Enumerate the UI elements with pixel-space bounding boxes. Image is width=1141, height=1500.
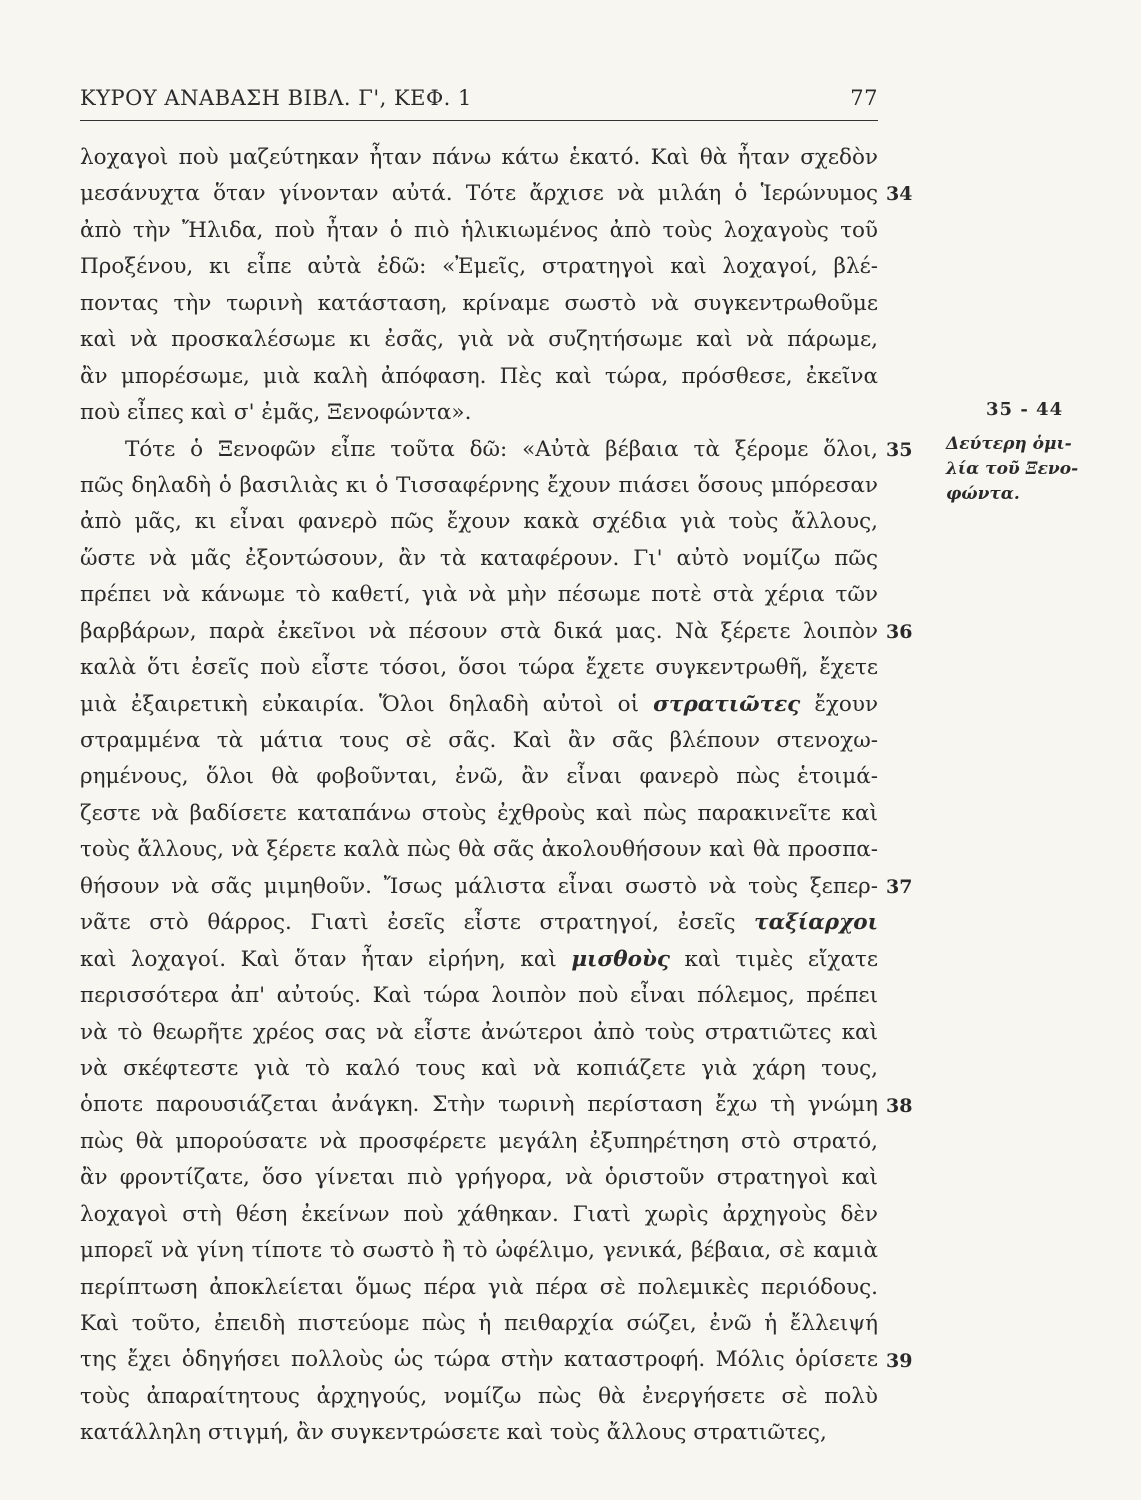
text-line: ἂν φροντίζατε, ὅσο γίνεται πιὸ γρήγορα, νὰ ὁριστοῦν στρατηγοὶ καὶ [80,1165,878,1191]
text-line: ρημένους, ὅλοι θὰ φοβοῦνται, ἐνῶ, ἂν εἶναι φανερὸ πὼς ἑτοιμά- [80,764,878,790]
section-number: 37 [886,876,913,898]
chapter-title: ΚΥΡΟΥ ΑΝΑΒΑΣΗ ΒΙΒΛ. Γ', ΚΕΦ. 1 [80,86,472,110]
section-number: 39 [886,1349,913,1372]
text-line: καὶ λοχαγοί. Καὶ ὅταν ἦταν εἰρήνη, καὶ μισθοὺς καὶ τιμὲς εἴχατε [80,946,878,972]
margin-note-line: λία τοῦ Ξενο- [946,459,1079,479]
text-line: κατάλληλη στιγμή, ἂν συγκεντρώσετε καὶ τοὺς ἄλλους στρατιῶτες, [80,1420,827,1446]
text-line: καὶ νὰ προσκαλέσωμε κι ἐσᾶς, γιὰ νὰ συζητήσωμε καὶ νὰ πάρωμε, [80,327,878,353]
text-line: πῶς δηλαδὴ ὁ βασιλιὰς κι ὁ Τισσαφέρνης ἔχουν πιάσει ὅσους μπόρεσαν [80,472,878,498]
text-line: μεσάνυχτα ὅταν γίνονταν αὐτά. Τότε ἄρχισε νὰ μιλάη ὁ Ἱερώνυμος [80,181,878,207]
text-line: Προξένου, κι εἶπε αὐτὰ ἐδῶ: «Ἐμεῖς, στρατηγοὶ καὶ λοχαγοί, βλέ- [80,254,878,280]
page-number: 77 [850,86,878,110]
text-line: της ἔχει ὁδηγήσει πολλοὺς ὡς τώρα στὴν καταστροφή. Μόλις ὁρίσετε [80,1347,878,1373]
margin-note [946,432,1086,507]
text-line: περίπτωση ἀποκλείεται ὅμως πέρα γιὰ πέρα σὲ πολεμικὲς περιόδους. [80,1274,878,1300]
text-line: μπορεῖ νὰ γίνη τίποτε τὸ σωστὸ ἢ τὸ ὠφέλιμο, γενικά, βέβαια, σὲ καμιὰ [80,1238,878,1264]
text-line: ἀπὸ τὴν Ἤλιδα, ποὺ ἦταν ὁ πιὸ ἡλικιωμένος ἀπὸ τοὺς λοχαγοὺς τοῦ [80,217,878,243]
running-head [80,86,878,110]
text-line: ποὺ εἶπες καὶ σ' ἐμᾶς, Ξενοφώντα». [80,400,472,426]
section-number: 38 [886,1094,913,1117]
text-line: νὰ τὸ θεωρῆτε χρέος σας νὰ εἶστε ἀνώτεροι ἀπὸ τοὺς στρατιῶτες καὶ [80,1019,878,1045]
section-number: 35 [886,438,913,461]
text-line: βαρβάρων, παρὰ ἐκεῖνοι νὰ πέσουν στὰ δικά μας. Νὰ ξέρετε λοιπὸν [80,618,878,644]
section-number: 36 [886,620,913,643]
text-line: λοχαγοὶ ποὺ μαζεύτηκαν ἦταν πάνω κάτω ἑκατό. Καὶ θὰ ἦταν σχεδὸν [80,145,878,170]
text-line: τοὺς ἄλλους, νὰ ξέρετε καλὰ πὼς θὰ σᾶς ἀκολουθήσουν καὶ θὰ προσπα- [80,837,878,863]
text-line: στραμμένα τὰ μάτια τους σὲ σᾶς. Καὶ ἂν σᾶς βλέπουν στενοχω- [80,728,878,753]
text-line: νὰ σκέφτεστε γιὰ τὸ καλό τους καὶ νὰ κοπιάζετε γιὰ χάρη τους, [80,1055,878,1081]
margin-note-line: Δεύτερη ὁμι- [946,434,1072,454]
text-line: ὁποτε παρουσιάζεται ἀνάγκη. Στὴν τωρινὴ περίσταση ἔχω τὴ γνώμη [80,1092,878,1118]
text-line: ποντας τὴν τωρινὴ κατάσταση, κρίναμε σωστὸ νὰ συγκεντρωθοῦμε [80,290,878,316]
text-line: περισσότερα ἀπ' αὐτούς. Καὶ τώρα λοιπὸν ποὺ εἶναι πόλεμος, πρέπει [80,983,878,1009]
text-line: ὥστε νὰ μᾶς ἐξοντώσουν, ἂν τὰ καταφέρουν. Γι' αὐτὸ νομίζω πῶς [80,545,878,571]
text-line: ζεστε νὰ βαδίσετε καταπάνω στοὺς ἐχθροὺς καὶ πὼς παρακινεῖτε καὶ [80,800,878,826]
body-text [80,140,878,1452]
header-rule [80,120,878,121]
text-line: λοχαγοὶ στὴ θέση ἐκείνων ποὺ χάθηκαν. Γιατὶ χωρὶς ἀρχηγοὺς δὲν [80,1201,878,1227]
margin-note-line: φώντα. [946,484,1020,504]
margin-section-range: 35 - 44 [986,399,1064,420]
text-line: πρέπει νὰ κάνωμε τὸ καθετί, γιὰ νὰ μὴν πέσωμε ποτὲ στὰ χέρια τῶν [80,582,878,608]
text-line: θήσουν νὰ σᾶς μιμηθοῦν. Ἴσως μάλιστα εἶναι σωστὸ νὰ τοὺς ξεπερ- [80,873,878,899]
text-line: ἂν μπορέσωμε, μιὰ καλὴ ἀπόφαση. Πὲς καὶ τώρα, πρόσθεσε, ἐκεῖνα [80,363,878,389]
text-line: νᾶτε στὸ θάρρος. Γιατὶ ἐσεῖς εἶστε στρατηγοί, ἐσεῖς ταξίαρχοι [80,910,878,936]
section-number: 34 [886,183,913,206]
text-line: μιὰ ἐξαιρετικὴ εὐκαιρία. Ὅλοι δηλαδὴ αὐτοὶ οἱ στρατιῶτες ἔχουν [80,691,878,717]
text-line: Καὶ τοῦτο, ἐπειδὴ πιστεύομε πὼς ἡ πειθαρχία σώζει, ἐνῶ ἡ ἔλλειψή [80,1311,878,1336]
text-line: καλὰ ὅτι ἐσεῖς ποὺ εἶστε τόσοι, ὅσοι τώρα ἔχετε συγκεντρωθῆ, ἔχετε [80,655,878,681]
text-line: τοὺς ἀπαραίτητους ἀρχηγούς, νομίζω πὼς θὰ ἐνεργήσετε σὲ πολὺ [80,1383,878,1409]
text-line: ἀπὸ μᾶς, κι εἶναι φανερὸ πῶς ἔχουν κακὰ σχέδια γιὰ τοὺς ἄλλους, [80,509,878,535]
text-line: Τότε ὁ Ξενοφῶν εἶπε τοῦτα δῶ: «Αὐτὰ βέβαια τὰ ξέρομε ὅλοι, [125,436,878,462]
text-line: πὼς θὰ μπορούσατε νὰ προσφέρετε μεγάλη ἐξυπηρέτηση στὸ στρατό, [80,1128,878,1154]
